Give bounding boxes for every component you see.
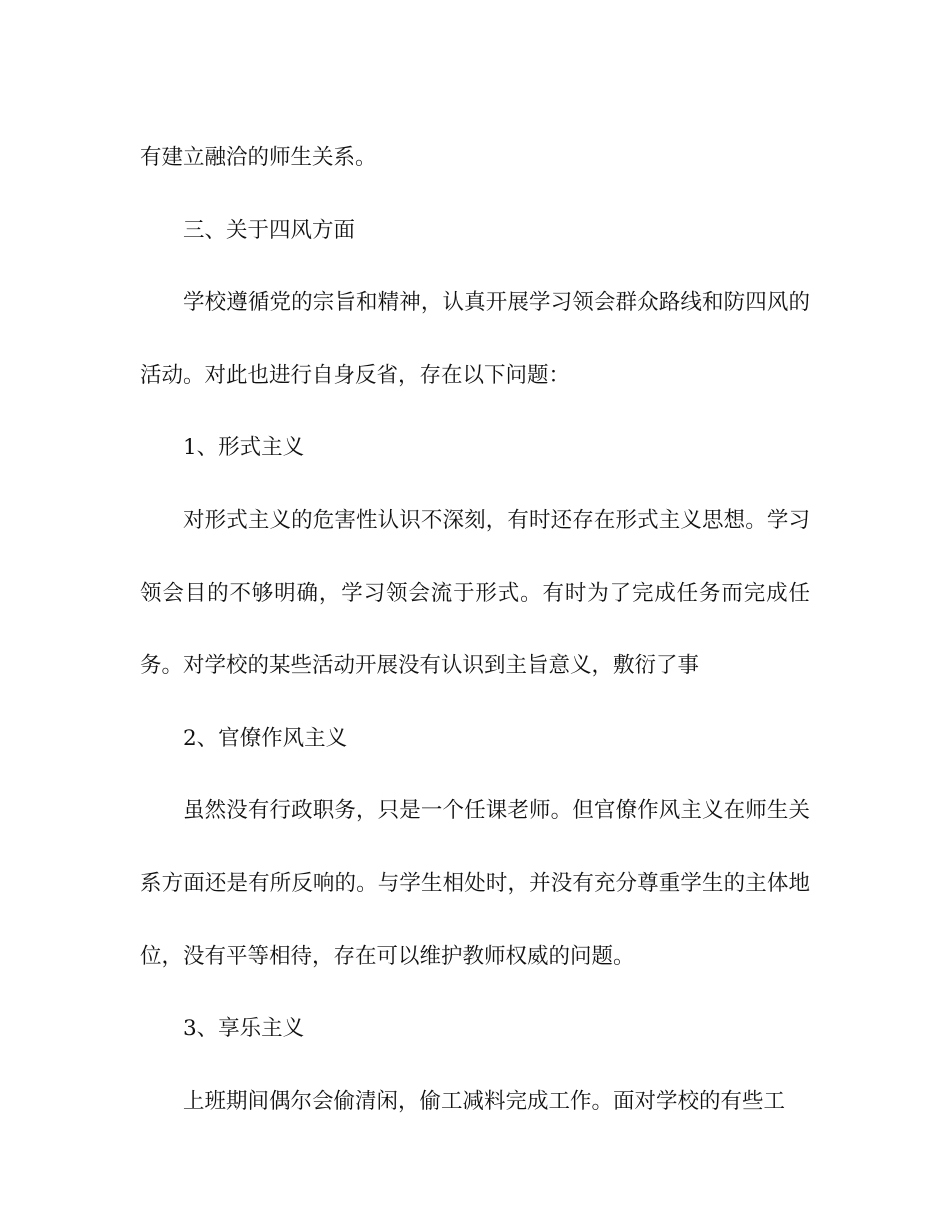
paragraph-continuation: 有建立融洽的师生关系。 [140, 145, 377, 170]
subheading-bureaucratism: 2、官僚作风主义 [183, 725, 348, 751]
paragraph-formalism: 对形式主义的危害性认识不深刻，有时还存在形式主义思想。学习领会目的不够明确，学习领会流于形式。有时为了完成任务而完成任务。对学校的某些活动开展没有认识到主旨意义，敷衍了事 [140, 507, 810, 679]
subheading-formalism: 1、形式主义 [183, 435, 305, 461]
document-body [140, 122, 810, 1138]
paragraph-bureaucratism: 虽然没有行政职务，只是一个任课老师。但官僚作风主义在师生关系方面还是有所反响的。与学生相处时，并没有充分尊重学生的主体地位，没有平等相待，存在可以维护教师权威的问题。 [140, 798, 810, 969]
paragraph-intro: 学校遵循党的宗旨和精神，认真开展学习领会群众路线和防四风的活动。对此也进行自身反省，存在以下问题： [140, 290, 810, 388]
section-heading-four-styles: 三、关于四风方面 [183, 217, 356, 243]
subheading-hedonism: 3、享乐主义 [183, 1016, 305, 1042]
paragraph-hedonism: 上班期间偶尔会偷清闲，偷工减料完成工作。面对学校的有些工 [183, 1088, 786, 1114]
